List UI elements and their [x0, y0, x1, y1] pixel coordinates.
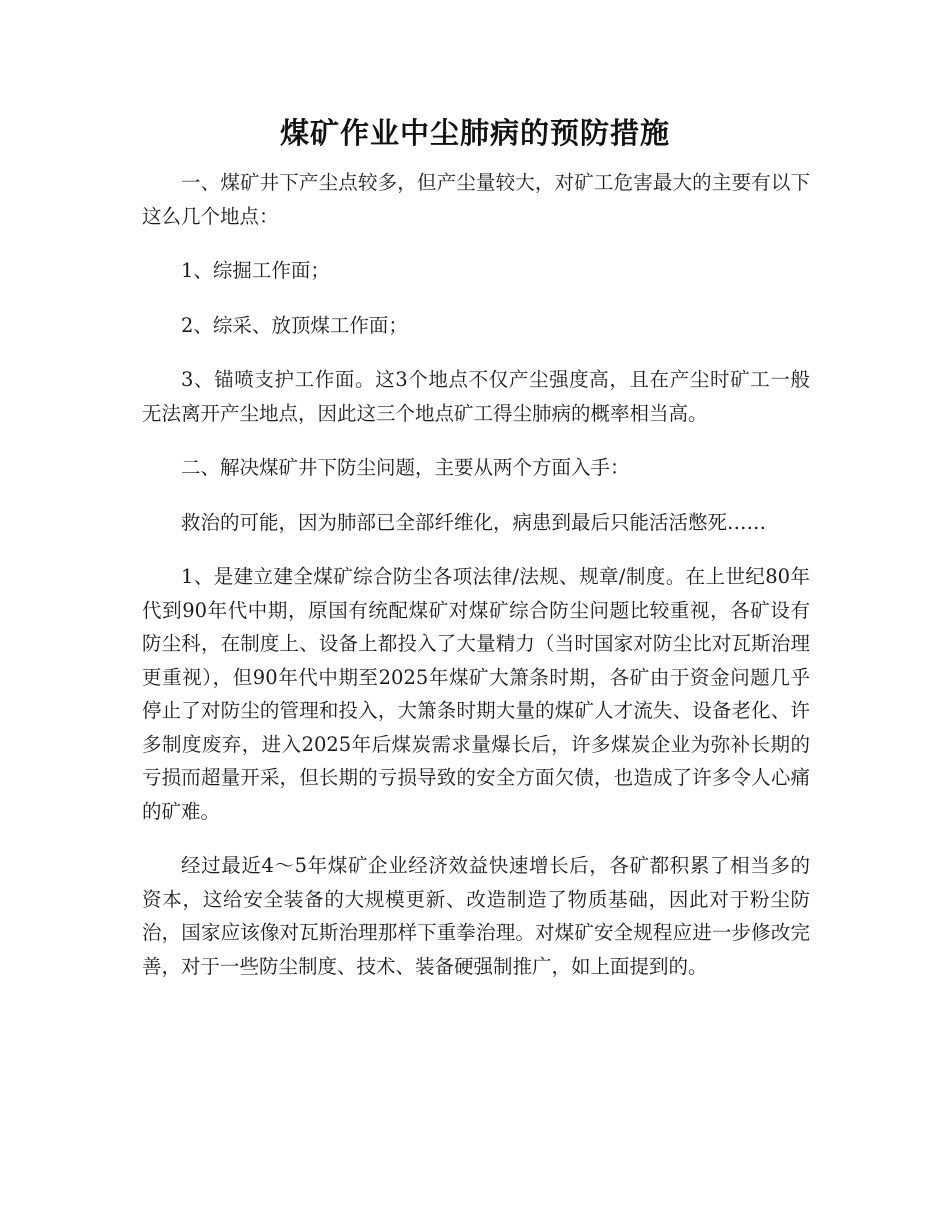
- paragraph-item-2: 2、综采、放顶煤工作面；: [181, 313, 408, 337]
- paragraph-intro: 一、煤矿井下产尘点较多，但产尘量较大，对矿工危害最大的主要有以下这么几个地点：: [142, 171, 810, 228]
- paragraph-item-3: 3、锚喷支护工作面。这3个地点不仅产尘强度高，且在产尘时矿工一般无法离开产尘地点，因此这三个地点矿工得尘肺病的概率相当高。: [142, 368, 810, 425]
- document-body: [142, 166, 810, 1004]
- paragraph-regulations: 1、是建立建全煤矿综合防尘各项法律/法规、规章/制度。在上世纪80年代到90年代中期，原国有统配煤矿对煤矿综合防尘问题比较重视，各矿设有防尘科，在制度上、设备上都投入了大量精力（当时国家对防尘比对瓦斯治理更重视），但90年代中期至2025年煤矿大箫条时期，各矿由于资金问题几乎停止了对防尘的管理和投入，大箫条时期大量的煤矿人才流失、设备老化、许多制度废弃，进入2025年后煤炭需求量爆长后，许多煤炭企业为弥补长期的亏损而超量开采，但长期的亏损导致的安全方面欠债，也造成了许多令人心痛的矿难。: [142, 565, 810, 823]
- page-title: 煤矿作业中尘肺病的预防措施: [279, 116, 670, 150]
- paragraph-recommendations: 经过最近4～5年煤矿企业经济效益快速增长后，各矿都积累了相当多的资本，这给安全装备的大规模更新、改造制造了物质基础，因此对于粉尘防治，国家应该像对瓦斯治理那样下重拳治理。对煤矿安全规程应进一步修改完善，对于一些防尘制度、技术、装备硬强制推广，如上面提到的。: [142, 854, 810, 978]
- paragraph-item-1: 1、综掘工作面；: [181, 259, 330, 282]
- paragraph-treatment: 救治的可能，因为肺部已全部纤维化，病患到最后只能活活憋死……: [181, 510, 767, 534]
- paragraph-section-2: 二、解决煤矿井下防尘问题，主要从两个方面入手：: [181, 456, 630, 479]
